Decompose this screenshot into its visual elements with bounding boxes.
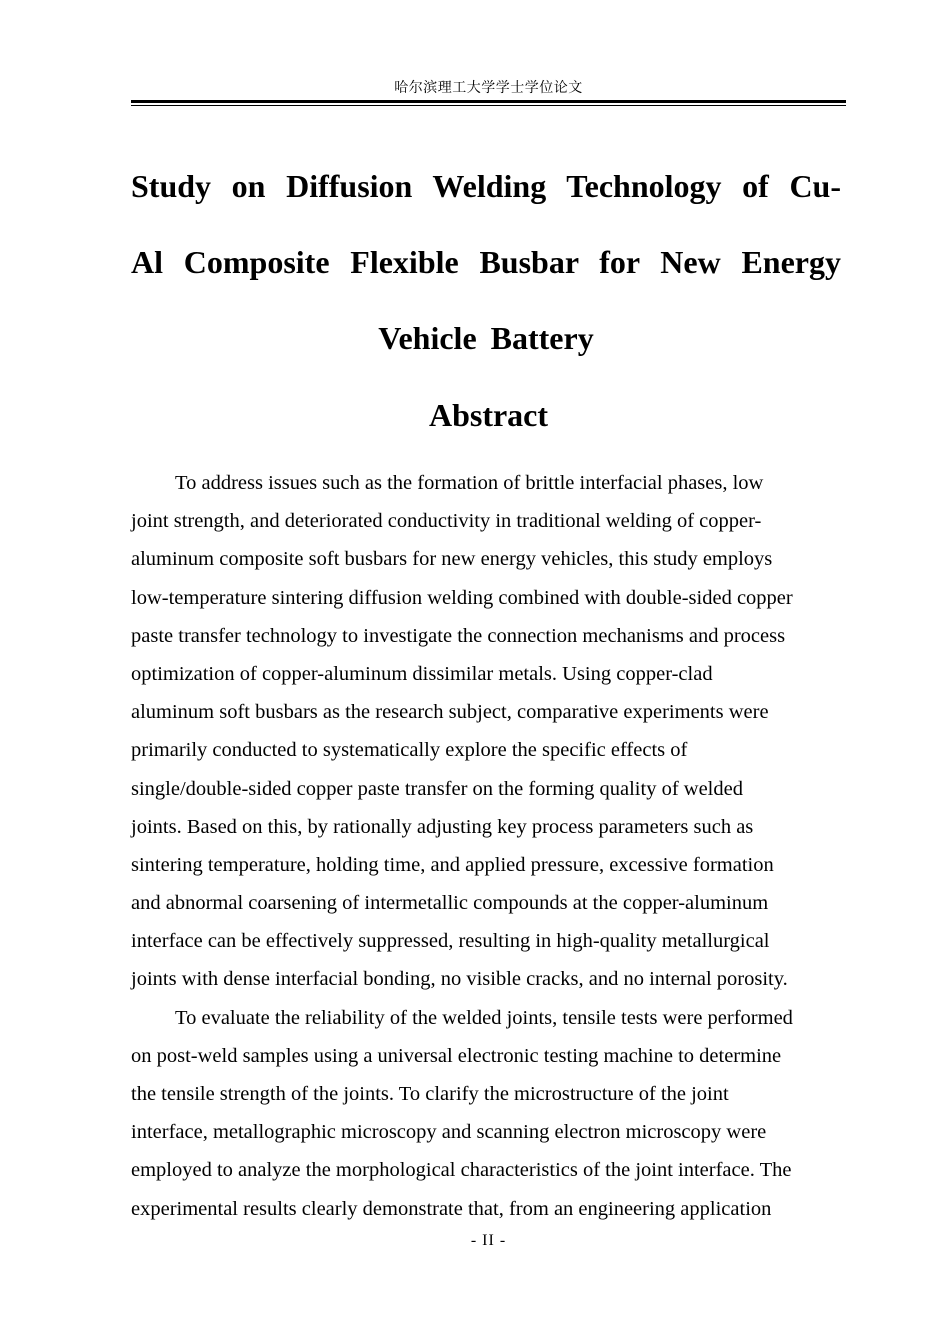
abstract-line: aluminum soft busbars as the research subject, comparative experiments were: [131, 701, 769, 724]
running-header: 哈尔滨理工大学学士学位论文: [394, 80, 583, 96]
abstract-line: joints. Based on this, by rationally adjusting key process parameters such as: [131, 815, 754, 838]
abstract-line: experimental results clearly demonstrate that, from an engineering application: [131, 1197, 772, 1220]
abstract-line: joints with dense interfacial bonding, no visible cracks, and no internal porosity.: [131, 968, 788, 991]
title-line-1: Study on Diffusion Welding Technology of Cu-: [131, 168, 841, 204]
abstract-body: [131, 464, 846, 1228]
abstract-line: low-temperature sintering diffusion welding combined with double-sided copper: [131, 586, 793, 609]
abstract-line: the tensile strength of the joints. To clarify the microstructure of the joint: [131, 1083, 729, 1105]
page-number: - II -: [470, 1232, 507, 1249]
abstract-line: on post-weld samples using a universal electronic testing machine to determine: [131, 1044, 782, 1067]
abstract-line: sintering temperature, holding time, and applied pressure, excessive formation: [131, 853, 774, 876]
abstract-line: employed to analyze the morphological characteristics of the joint interface. The: [131, 1159, 792, 1182]
abstract-line: single/double-sided copper paste transfer on the forming quality of welded: [131, 777, 743, 800]
abstract-line: interface, metallographic microscopy and scanning electron microscopy were: [131, 1121, 767, 1144]
header-rule-thin: [131, 105, 846, 106]
abstract-line: joint strength, and deteriorated conductivity in traditional welding of copper-: [131, 510, 762, 533]
abstract-line: optimization of copper-aluminum dissimilar metals. Using copper-clad: [131, 662, 713, 685]
abstract-line: and abnormal coarsening of intermetallic compounds at the copper-aluminum: [131, 892, 769, 915]
abstract-line: primarily conducted to systematically explore the specific effects of: [131, 739, 688, 762]
thesis-title: [131, 148, 841, 376]
abstract-line: aluminum composite soft busbars for new energy vehicles, this study employs: [131, 548, 773, 571]
header-rule-thick: [131, 100, 846, 103]
abstract-line: To address issues such as the formation of brittle interfacial phases, low: [175, 472, 764, 494]
abstract-line: paste transfer technology to investigate the connection mechanisms and process: [131, 624, 786, 647]
abstract-line: interface can be effectively suppressed, resulting in high-quality metallurgical: [131, 930, 770, 953]
title-line-3: Vehicle Battery: [378, 320, 594, 356]
abstract-heading: Abstract: [428, 397, 549, 433]
abstract-line: To evaluate the reliability of the welded joints, tensile tests were performed: [175, 1006, 793, 1029]
title-line-2: Al Composite Flexible Busbar for New Energy: [131, 244, 841, 280]
